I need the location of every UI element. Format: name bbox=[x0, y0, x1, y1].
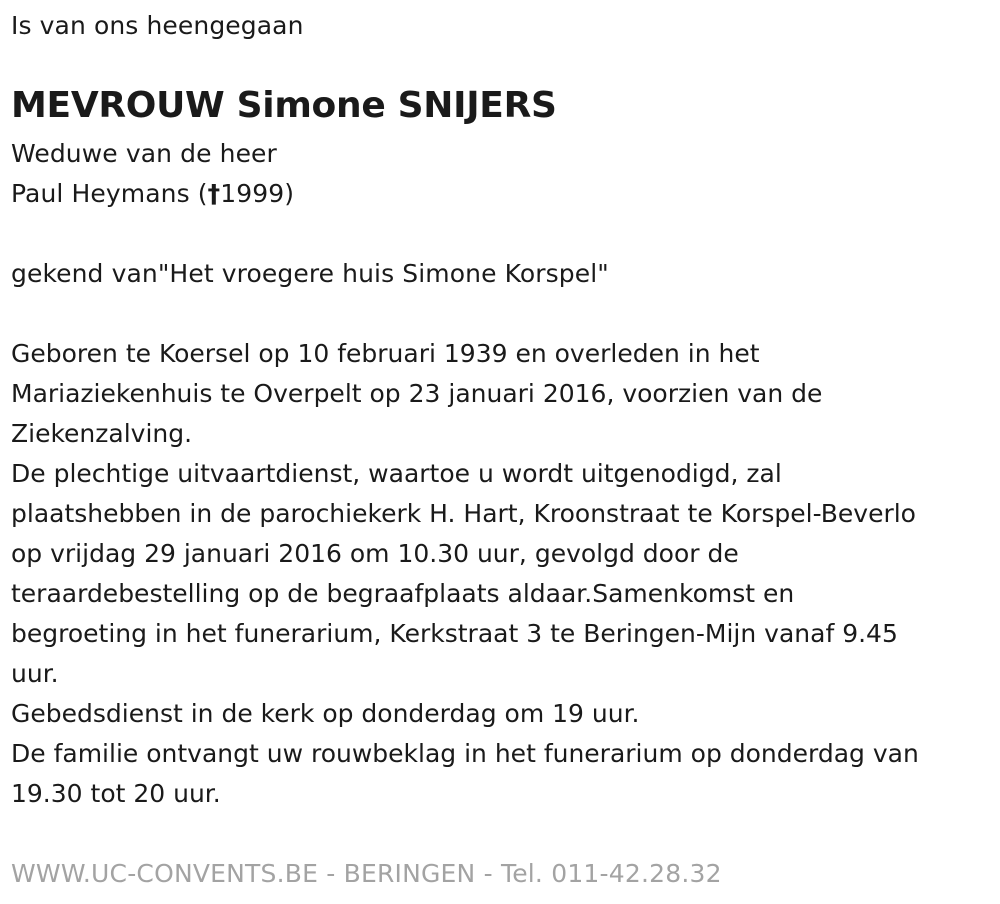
cross-icon: † bbox=[207, 179, 221, 208]
spouse-name: Paul Heymans ( bbox=[11, 179, 208, 208]
intro-text: Is van ons heengegaan bbox=[11, 11, 304, 40]
body-line: teraardebestelling op de begraafplaats aldaar.Samenkomst en bbox=[11, 579, 795, 608]
body-line: Mariaziekenhuis te Overpelt op 23 januari 2016, voorzien van de bbox=[11, 379, 823, 408]
body-line: Gebedsdienst in de kerk op donderdag om 19 uur. bbox=[11, 699, 640, 728]
body-line: Geboren te Koersel op 10 februari 1939 en overleden in het bbox=[11, 339, 760, 368]
body-line: Ziekenzalving. bbox=[11, 419, 193, 448]
body-line: op vrijdag 29 januari 2016 om 10.30 uur, gevolgd door de bbox=[11, 539, 739, 568]
spouse-death-year: 1999 bbox=[220, 179, 285, 208]
body-line: begroeting in het funerarium, Kerkstraat 3 te Beringen-Mijn vanaf 9.45 bbox=[11, 619, 898, 648]
known-as-text: gekend van"Het vroegere huis Simone Korspel" bbox=[11, 259, 609, 288]
body-line: 19.30 tot 20 uur. bbox=[11, 779, 221, 808]
spouse-line-1: Weduwe van de heer bbox=[11, 139, 277, 168]
body-line: uur. bbox=[11, 659, 59, 688]
footer-contact: WWW.UC-CONVENTS.BE - BERINGEN - Tel. 011-42.28.32 bbox=[11, 859, 722, 888]
body-line: De plechtige uitvaartdienst, waartoe u wordt uitgenodigd, zal bbox=[11, 459, 782, 488]
body-line: De familie ontvangt uw rouwbeklag in het funerarium op donderdag van bbox=[11, 739, 919, 768]
deceased-name: MEVROUW Simone SNIJERS bbox=[11, 85, 557, 126]
announcement-body bbox=[11, 334, 996, 814]
spouse-closing-paren: ) bbox=[284, 179, 295, 208]
spouse-line-2 bbox=[11, 174, 294, 214]
body-line: plaatshebben in de parochiekerk H. Hart, Kroonstraat te Korspel-Beverlo bbox=[11, 499, 916, 528]
